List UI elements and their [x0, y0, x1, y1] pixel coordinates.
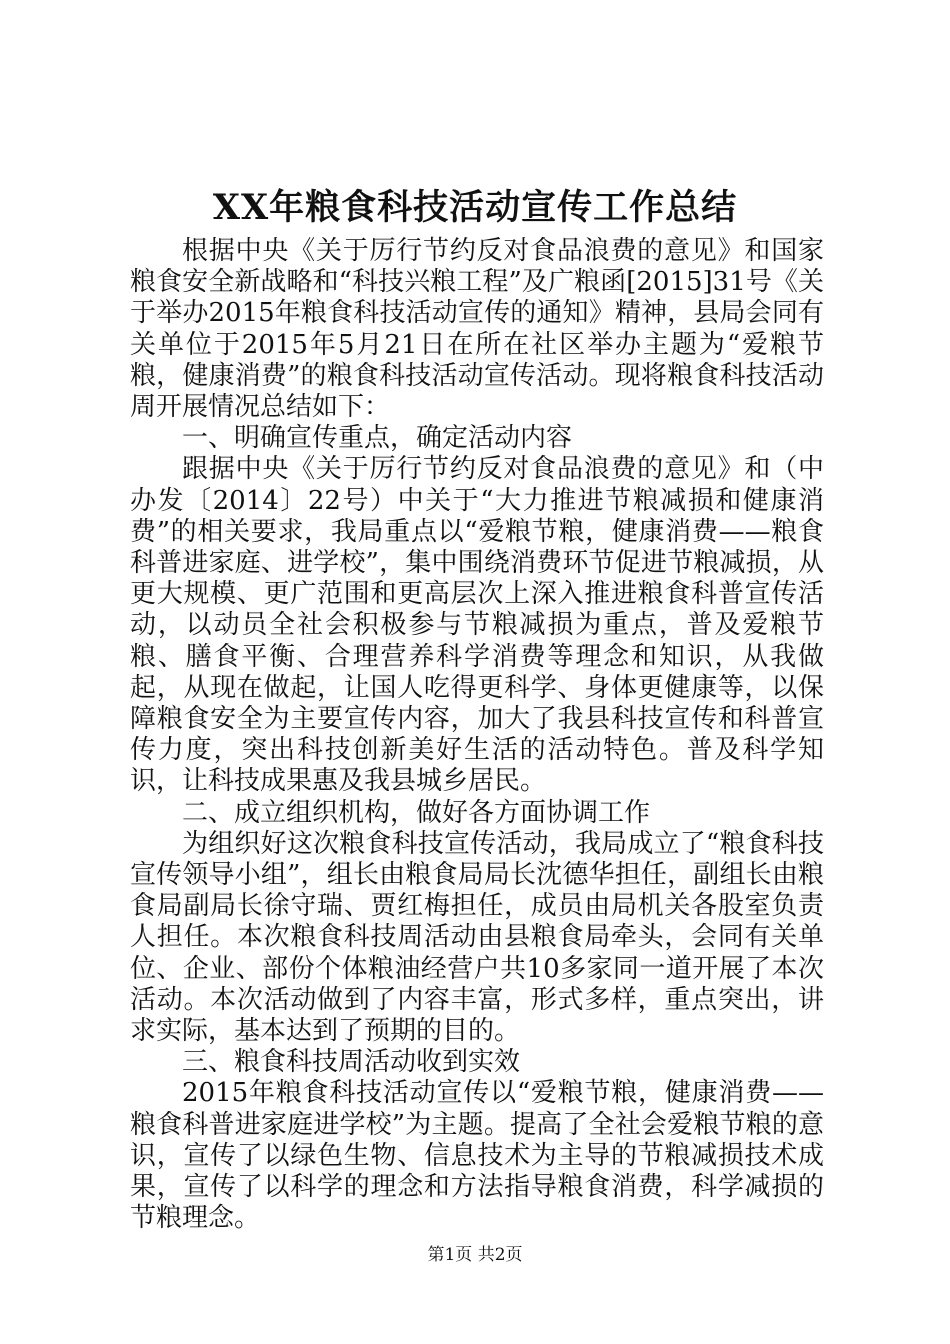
section-heading-3: 三、粮食科技周活动收到实效 — [182, 1047, 521, 1078]
document-body — [130, 236, 824, 1235]
section-paragraph-2: 为组织好这次粮食科技宣传活动，我局成立了“粮食科技宣传领导小组”，组长由粮食局局长沈德华担任，副组长由粮食局副局长徐守瑞、贾红梅担任，成员由局机关各股室负责人担任。本次粮食科技周活动由县粮食局牵头，会同有关单位、企业、部份个体粮油经营户共10多家同一道开展了本次活动。本次活动做到了内容丰富，形式多样，重点突出，讲求实际，基本达到了预期的目的。 — [130, 828, 824, 1047]
section-heading-2: 二、成立组织机构，做好各方面协调工作 — [182, 797, 651, 828]
intro-paragraph: 根据中央《关于厉行节约反对食品浪费的意见》和国家粮食安全新战略和“科技兴粮工程”及广粮函[2015]31号《关于举办2015年粮食科技活动宣传的通知》精神，县局会同有关单位于2015年5月21日在所在社区举办主题为“爱粮节粮，健康消费”的粮食科技活动宣传活动。现将粮食科技活动周开展情况总结如下： — [130, 236, 824, 423]
section-paragraph-1: 跟据中央《关于厉行节约反对食品浪费的意见》和（中办发〔2014〕22号）中关于“大力推进节粮减损和健康消费”的相关要求，我局重点以“爱粮节粮，健康消费——粮食科普进家庭、进学校”，集中围绕消费环节促进节粮减损，从更大规模、更广范围和更高层次上深入推进粮食科普宣传活动，以动员全社会积极参与节粮减损为重点，普及爱粮节粮、膳食平衡、合理营养科学消费等理念和知识，从我做起，从现在做起，让国人吃得更科学、身体更健康等，以保障粮食安全为主要宣传内容，加大了我县科技宣传和科普宣传力度，突出科技创新美好生活的活动特色。普及科学知识，让科技成果惠及我县城乡居民。 — [130, 454, 824, 797]
section-paragraph-3: 2015年粮食科技活动宣传以“爱粮节粮，健康消费——粮食科普进家庭进学校”为主题。提高了全社会爱粮节粮的意识，宣传了以绿色生物、信息技术为主导的节粮减损技术成果，宣传了以科学的理念和方法指导粮食消费，科学减损的节粮理念。 — [130, 1078, 824, 1234]
document-title: XX年粮食科技活动宣传工作总结 — [212, 187, 738, 228]
page-footer: 第1页 共2页 — [427, 1245, 523, 1265]
section-heading-1: 一、明确宣传重点，确定活动内容 — [182, 423, 573, 454]
